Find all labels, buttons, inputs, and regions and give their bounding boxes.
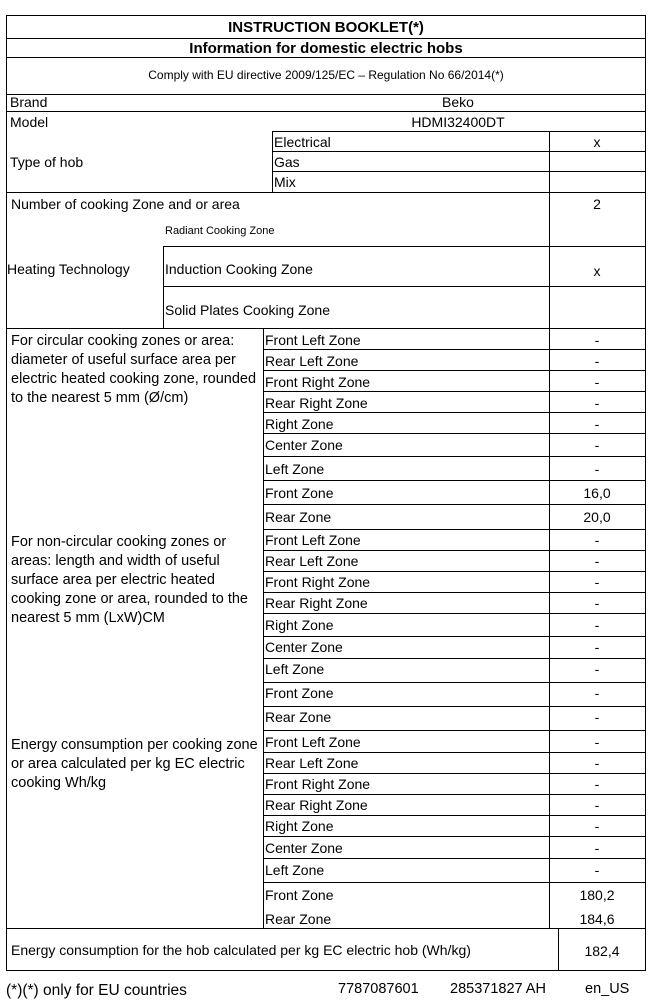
hob-type-electrical-value: x <box>593 134 601 150</box>
footer-note: (*)(*) only for EU countries <box>6 982 187 999</box>
zone-value: - <box>594 709 600 725</box>
hob-type-mix: Mix <box>274 174 296 190</box>
zones-count-value: 2 <box>593 196 601 212</box>
zone-label: Center Zone <box>265 437 343 453</box>
directive-text: Comply with EU directive 2009/125/EC – Regulation No 66/2014(*) <box>148 68 504 82</box>
hob-type-gas: Gas <box>274 154 300 170</box>
zones-count-label: Number of cooking Zone and or area <box>11 196 240 212</box>
brand-label: Brand <box>10 94 48 110</box>
footer-code-1: 7787087601 <box>338 981 419 997</box>
zone-value: - <box>594 755 600 771</box>
zone-label: Rear Right Zone <box>265 395 368 411</box>
zone-value: 16,0 <box>583 485 611 501</box>
zone-label: Rear Zone <box>265 911 332 927</box>
zone-label: Rear Left Zone <box>265 353 359 369</box>
energy-hob-value: 182,4 <box>584 943 620 959</box>
zone-value: 20,0 <box>583 509 611 525</box>
zone-label: Center Zone <box>265 639 343 655</box>
circular-zones-label: For circular cooking zones or area: diameter of useful surface area per electric heated cooking zone, rounded to the nearest 5 mm (Ø/cm) <box>11 333 257 406</box>
zone-label: Right Zone <box>265 416 334 432</box>
footer-code-2: 285371827 AH <box>450 981 546 997</box>
zone-label: Front Zone <box>265 485 334 501</box>
zone-value: - <box>594 818 600 834</box>
zone-value: - <box>594 395 600 411</box>
zone-value: - <box>594 553 600 569</box>
zone-label: Rear Zone <box>265 509 332 525</box>
energy-hob-label: Energy consumption for the hob calculated per kg EC electric hob (Wh/kg) <box>11 942 471 958</box>
booklet-title: INSTRUCTION BOOKLET(*) <box>228 19 424 36</box>
zone-value: - <box>594 639 600 655</box>
zone-value: - <box>594 595 600 611</box>
model-label: Model <box>10 114 49 130</box>
zone-label: Left Zone <box>265 862 325 878</box>
zone-value: - <box>594 532 600 548</box>
zone-label: Front Right Zone <box>265 776 371 792</box>
zone-label: Center Zone <box>265 840 343 856</box>
zone-label: Front Right Zone <box>265 374 371 390</box>
zone-value: - <box>594 374 600 390</box>
zone-value: - <box>594 416 600 432</box>
zone-label: Front Right Zone <box>265 574 371 590</box>
zone-label: Front Left Zone <box>265 734 361 750</box>
zone-value: - <box>594 437 600 453</box>
zone-label: Right Zone <box>265 617 334 633</box>
zone-value: - <box>594 461 600 477</box>
footer-locale: en_US <box>585 981 630 997</box>
zone-value: - <box>594 797 600 813</box>
zone-value: - <box>594 840 600 856</box>
noncircular-zones-label: For non-circular cooking zones or areas: length and width of useful surface area per electric heated cooking zone or area, rounded to the nearest 5 mm (LxW)CM <box>11 534 248 626</box>
model-value: HDMI32400DT <box>411 114 505 130</box>
zone-value: 180,2 <box>579 887 615 903</box>
zone-value: - <box>594 734 600 750</box>
zone-value: - <box>594 776 600 792</box>
zone-value: - <box>594 685 600 701</box>
brand-value: Beko <box>442 94 474 110</box>
heating-label: Heating Technology <box>7 261 130 277</box>
zone-label: Left Zone <box>265 461 325 477</box>
zone-value: - <box>594 574 600 590</box>
zone-label: Front Zone <box>265 685 334 701</box>
zone-label: Front Left Zone <box>265 532 361 548</box>
zone-value: - <box>594 661 600 677</box>
zone-label: Rear Left Zone <box>265 755 359 771</box>
booklet-subtitle: Information for domestic electric hobs <box>189 40 463 57</box>
zone-label: Right Zone <box>265 818 334 834</box>
heating-induction-value: x <box>593 263 601 279</box>
zone-label: Rear Right Zone <box>265 797 368 813</box>
zone-label: Front Left Zone <box>265 332 361 348</box>
hob-type-electrical: Electrical <box>274 134 331 150</box>
zone-label: Front Zone <box>265 887 334 903</box>
zone-label: Rear Left Zone <box>265 553 359 569</box>
zone-value: 184,6 <box>579 911 615 927</box>
heating-solid-plates: Solid Plates Cooking Zone <box>165 302 330 318</box>
heating-radiant: Radiant Cooking Zone <box>165 225 275 237</box>
zone-label: Rear Zone <box>265 709 332 725</box>
zone-value: - <box>594 353 600 369</box>
zone-label: Rear Right Zone <box>265 595 368 611</box>
energy-per-zone-label: Energy consumption per cooking zone or area calculated per kg EC electric cooking Wh/kg <box>11 737 258 791</box>
zone-value: - <box>594 862 600 878</box>
heating-induction: Induction Cooking Zone <box>165 261 313 277</box>
zone-label: Left Zone <box>265 661 325 677</box>
zone-value: - <box>594 332 600 348</box>
zone-value: - <box>594 617 600 633</box>
hob-type-label: Type of hob <box>10 154 84 170</box>
